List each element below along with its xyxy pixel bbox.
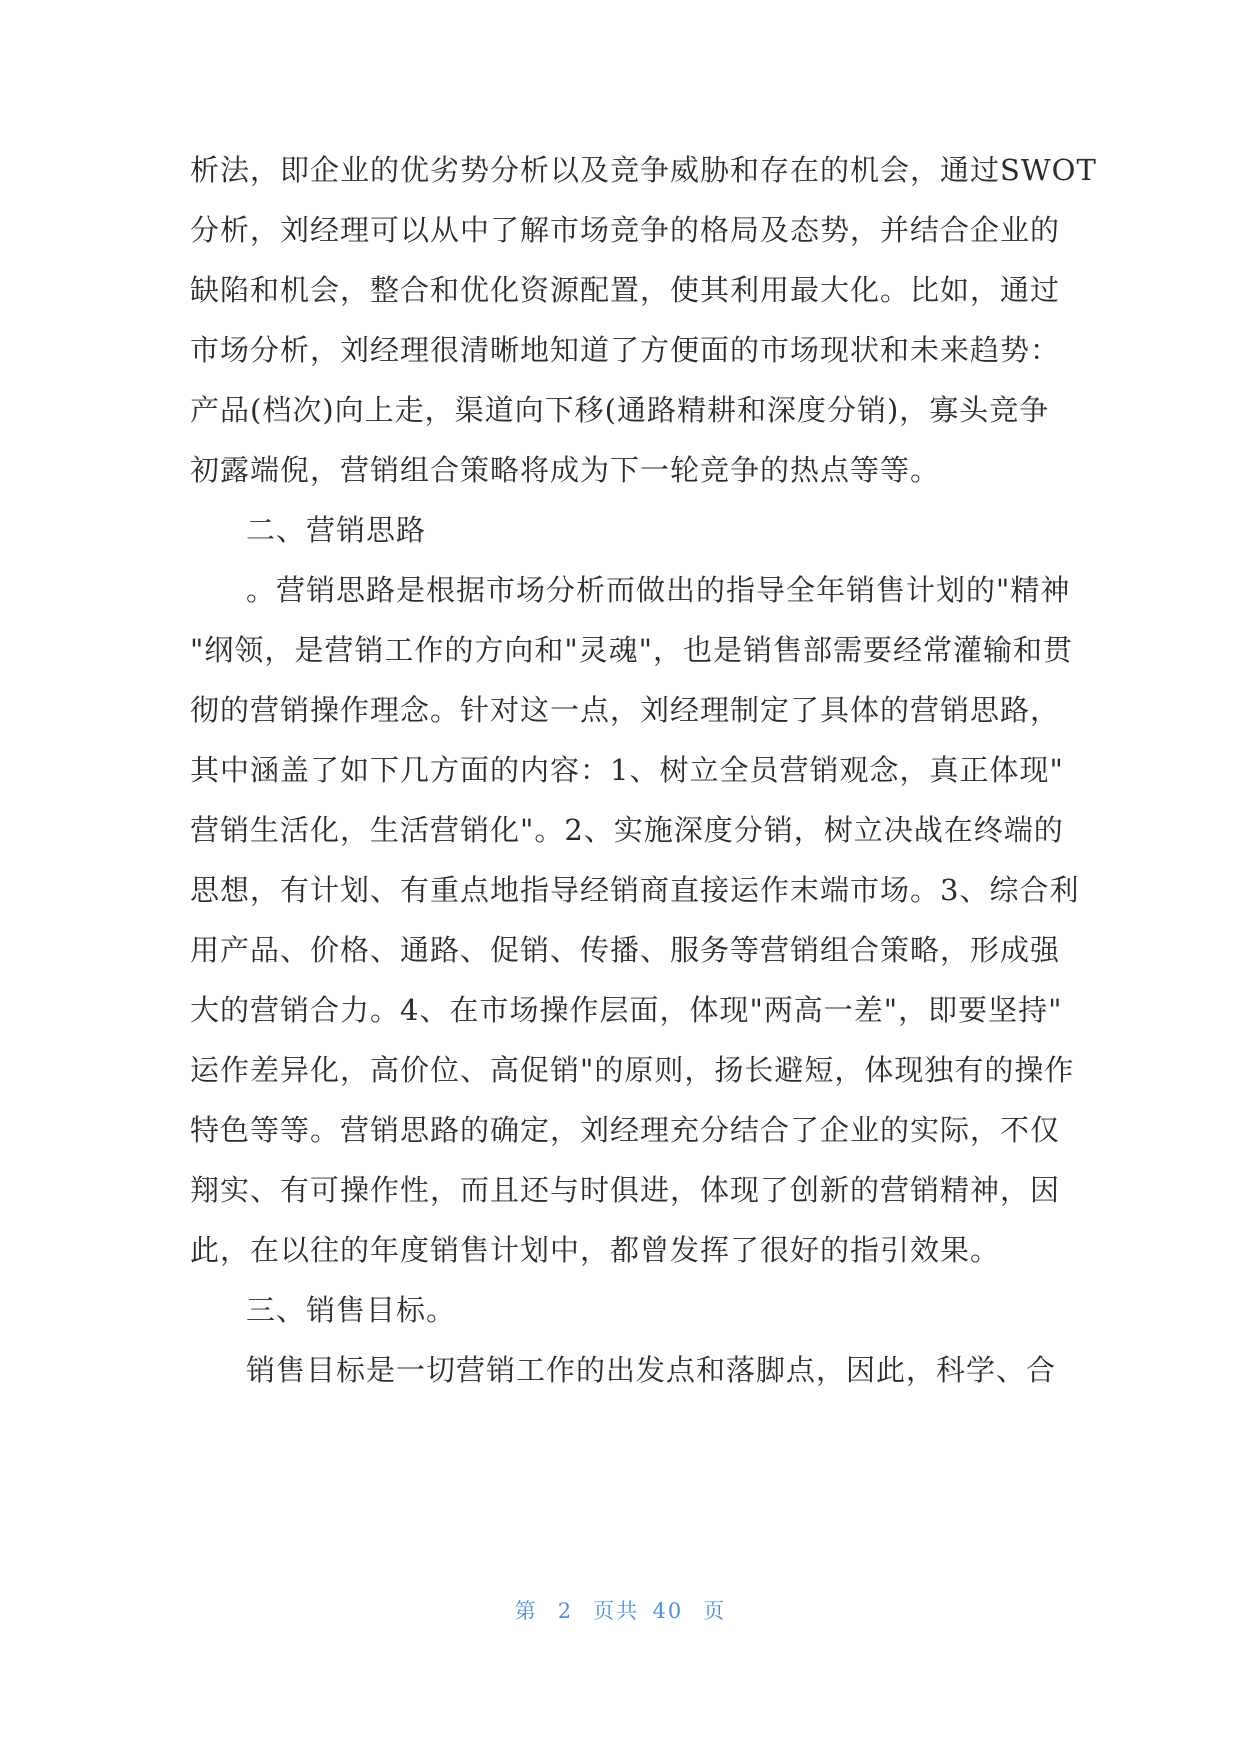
section-heading: 三、销售目标。 xyxy=(246,1293,457,1327)
body-line: 翔实、有可操作性，而且还与时俱进，体现了创新的营销精神，因 xyxy=(190,1173,1061,1207)
body-line: 此，在以往的年度销售计划中，都曾发挥了很好的指引效果。 xyxy=(190,1233,1001,1267)
body-line: 特色等等。营销思路的确定，刘经理充分结合了企业的实际，不仅 xyxy=(190,1113,1061,1147)
body-line: 产品(档次)向上走，渠道向下移(通路精耕和深度分销)，寡头竞争 xyxy=(190,393,1050,427)
page-label-mid: 页共 xyxy=(593,1599,640,1623)
body-line: 分析，刘经理可以从中了解市场竞争的格局及态势，并结合企业的 xyxy=(190,213,1061,247)
body-line: 彻的营销操作理念。针对这一点，刘经理制定了具体的营销思路， xyxy=(190,693,1061,727)
page-number-current: 2 xyxy=(557,1599,574,1623)
section-heading: 二、营销思路 xyxy=(246,513,427,547)
body-line: 用产品、价格、通路、促销、传播、服务等营销组合策略，形成强 xyxy=(190,933,1061,967)
page-label: 第 xyxy=(514,1599,538,1623)
body-line: 。营销思路是根据市场分析而做出的指导全年销售计划的"精神 xyxy=(246,573,1071,607)
body-line: 销售目标是一切营销工作的出发点和落脚点，因此，科学、合 xyxy=(246,1353,1057,1387)
body-line: "纲领，是营销工作的方向和"灵魂"，也是销售部需要经常灌输和贯 xyxy=(190,633,1074,667)
body-line: 其中涵盖了如下几方面的内容：1、树立全员营销观念，真正体现" xyxy=(190,753,1064,787)
body-line: 营销生活化，生活营销化"。2、实施深度分销，树立决战在终端的 xyxy=(190,813,1064,847)
body-line: 析法，即企业的优劣势分析以及竞争威胁和存在的机会，通过SWOT xyxy=(190,153,1097,187)
body-line: 思想，有计划、有重点地指导经销商直接运作末端市场。3、综合利 xyxy=(190,873,1080,907)
page-label-suffix: 页 xyxy=(703,1599,727,1623)
page-footer xyxy=(0,1596,1241,1626)
body-line: 市场分析，刘经理很清晰地知道了方便面的市场现状和未来趋势： xyxy=(190,333,1061,367)
body-line: 大的营销合力。4、在市场操作层面，体现"两高一差"，即要坚持" xyxy=(190,993,1063,1027)
body-line: 初露端倪，营销组合策略将成为下一轮竞争的热点等等。 xyxy=(190,453,941,487)
page-number-total: 40 xyxy=(652,1599,684,1623)
body-line: 缺陷和机会，整合和优化资源配置，使其利用最大化。比如，通过 xyxy=(190,273,1061,307)
body-line: 运作差异化，高价位、高促销"的原则，扬长避短，体现独有的操作 xyxy=(190,1053,1075,1087)
